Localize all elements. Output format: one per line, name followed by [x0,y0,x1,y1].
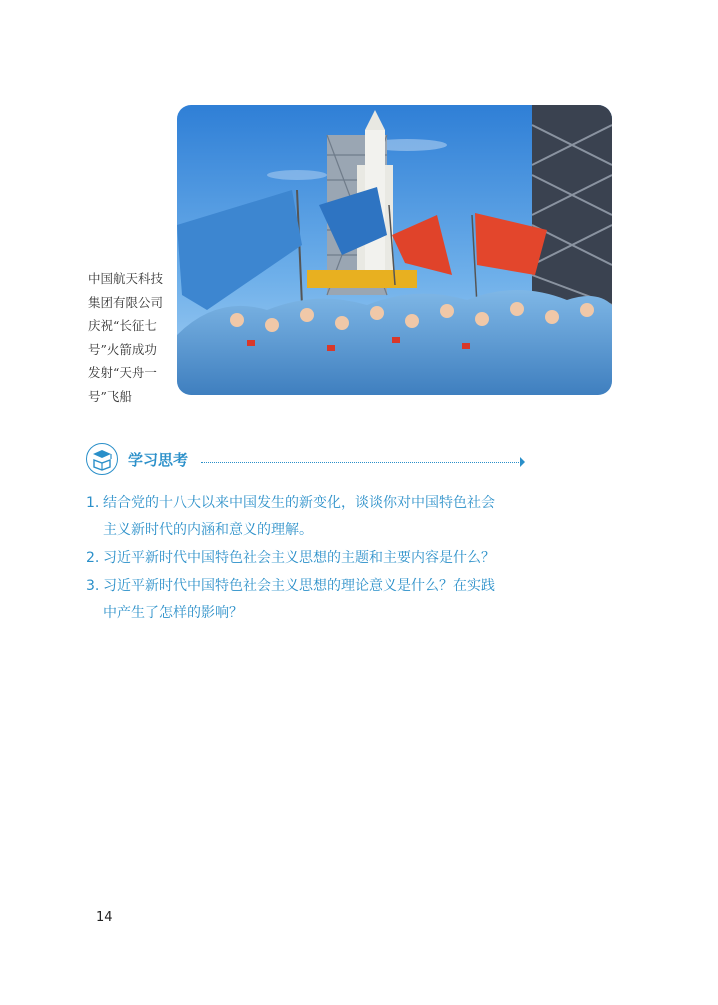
caption-line: 集团有限公司 [88,294,164,310]
study-section-header [86,443,526,477]
question-text: 结合党的十八大以来中国发生的新变化，谈谈你对中国特色社会 [103,495,495,511]
question-text: 主义新时代的内涵和意义的理解。 [103,522,313,538]
photo-caption [88,267,166,408]
caption-line: 中国航天科技 [88,271,164,286]
question-number: 2. [86,550,100,566]
arrow-icon [520,457,525,467]
caption-line: 号”火箭成功 [88,341,157,357]
question-text: 习近平新时代中国特色社会主义思想的理论意义是什么？在实践 [103,578,495,594]
question-list [86,490,531,628]
question-item [86,573,531,627]
caption-line: 庆祝“长征七 [88,318,157,333]
question-item [86,545,531,572]
question-text: 习近平新时代中国特色社会主义思想的主题和主要内容是什么？ [103,550,495,566]
caption-line: 发射“天舟一 [88,365,157,380]
launch-celebration-photo [177,105,612,395]
question-item [86,490,531,544]
dotted-divider [201,462,521,463]
page-number: 14 [96,910,113,925]
book-cap-icon [86,443,118,475]
question-text: 中产生了怎样的影响？ [103,605,243,621]
question-number: 1. [86,495,100,511]
question-number: 3. [86,578,100,594]
caption-line: 号”飞船 [88,388,132,404]
section-title: 学习思考 [128,451,189,469]
